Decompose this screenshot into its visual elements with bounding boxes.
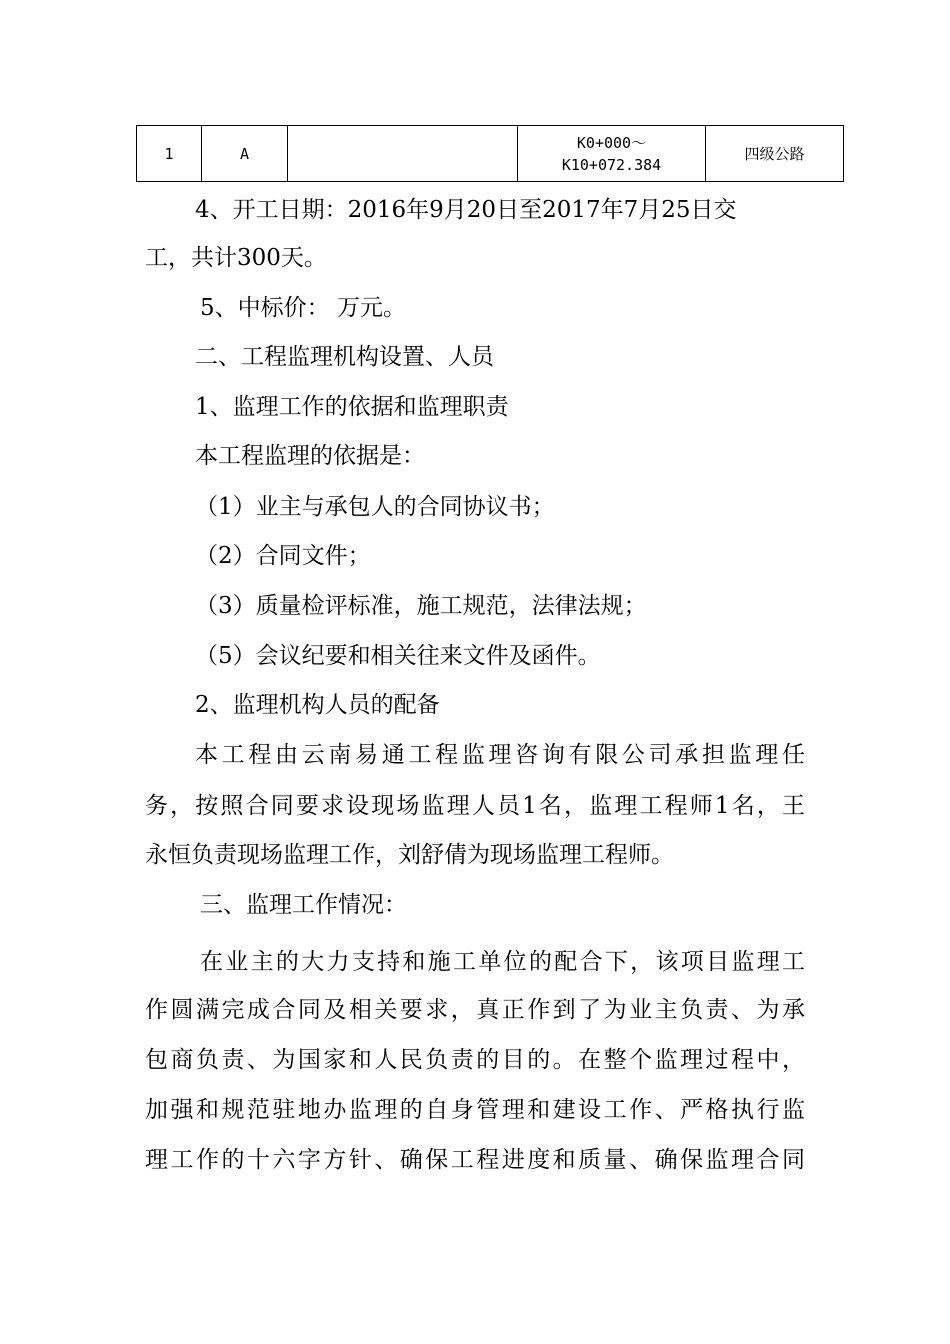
subheading-2-1: 1、监理工作的依据和监理职责 xyxy=(195,394,509,420)
section-table xyxy=(136,125,844,182)
staff-line-2: 务，按照合同要求设现场监理人员1名，监理工程师1名，王 xyxy=(145,793,805,819)
basis-item-5: （5）会议纪要和相关往来文件及函件。 xyxy=(195,643,601,669)
work-line-1: 在业主的大力支持和施工单位的配合下，该项目监理工 xyxy=(200,949,805,975)
basis-item-3: （3）质量检评标准，施工规范，法律法规； xyxy=(195,593,647,619)
basis-item-2: （2）合同文件； xyxy=(195,543,371,569)
start-date-line-1: 4、开工日期：2016年9月20日至2017年7月25日交 xyxy=(195,197,737,223)
station-range-cell xyxy=(518,126,706,182)
row-number-cell: 1 xyxy=(137,126,202,182)
blank-cell xyxy=(288,126,518,182)
staff-line-1: 本工程由云南易通工程监理咨询有限公司承担监理任 xyxy=(195,742,805,768)
bid-price-line: 5、中标价： 万元。 xyxy=(200,295,406,321)
subheading-2-2: 2、监理机构人员的配备 xyxy=(195,692,440,718)
station-end: K10+072.384 xyxy=(561,155,662,174)
section-cell: A xyxy=(202,126,288,182)
section-heading-3: 三、监理工作情况： xyxy=(200,892,407,918)
work-line-4: 加强和规范驻地办监理的自身管理和建设工作、严格执行监 xyxy=(145,1097,805,1123)
work-line-2: 作圆满完成合同及相关要求，真正作到了为业主负责、为承 xyxy=(145,997,805,1023)
basis-intro: 本工程监理的依据是： xyxy=(195,443,425,469)
road-class-cell: 四级公路 xyxy=(706,126,844,182)
table-row xyxy=(137,126,844,182)
station-start: K0+000～ xyxy=(576,133,647,152)
work-line-3: 包商负责、为国家和人民负责的目的。在整个监理过程中， xyxy=(145,1047,805,1073)
basis-item-1: （1）业主与承包人的合同协议书； xyxy=(195,494,555,520)
work-line-5: 理工作的十六字方针、确保工程进度和质量、确保监理合同 xyxy=(145,1147,805,1173)
staff-line-3: 永恒负责现场监理工作，刘舒倩为现场监理工程师。 xyxy=(145,842,674,868)
start-date-line-2: 工，共计300天。 xyxy=(145,245,327,271)
section-heading-2: 二、工程监理机构设置、人员 xyxy=(195,344,494,370)
